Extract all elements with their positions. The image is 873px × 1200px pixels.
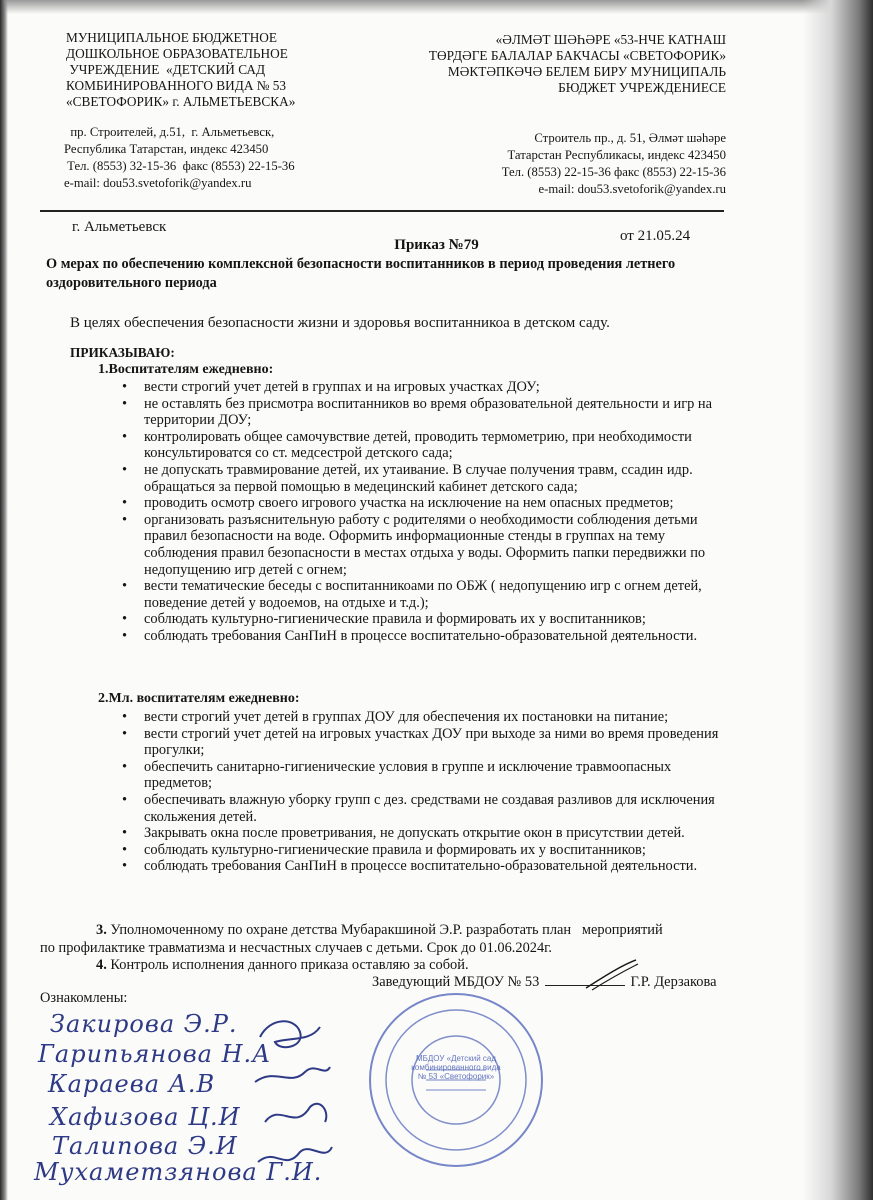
decree-heading: ПРИКАЗЫВАЮ: <box>70 345 175 360</box>
contacts-tatar <box>440 130 726 198</box>
item-3-line-1 <box>96 922 746 939</box>
stamp-text: МБДОУ «Детский сад комбинированного вида № 53 «Светофорик» <box>411 1054 501 1081</box>
contact-line: пр. Строителей, д.51, г. Альметьевск, <box>64 125 275 139</box>
section-2-title: 2.Мл. воспитателям ежедневно: <box>98 691 300 706</box>
contact-line: e-mail: dou53.svetoforik@yandex.ru <box>64 176 252 190</box>
header-line: БЮДЖЕТ УЧРЕЖДЕНИЕСЕ <box>558 80 726 95</box>
contact-line: Тел. (8553) 32-15-36 факс (8553) 22-15-36 <box>64 159 295 173</box>
order-date: от 21.05.24 <box>620 228 691 244</box>
item-3-text: Уполномоченному по охране детства Мубаракшиной Э.Р. разработать план мероприятий <box>106 922 663 938</box>
section-2-list <box>122 709 722 875</box>
acquainted-label: Ознакомлены: <box>40 990 128 1006</box>
item-3-number: 3. <box>96 922 107 938</box>
handwritten-signatures <box>250 1012 340 1192</box>
order-title: Приказ №79 <box>394 237 479 253</box>
item-4-text: Контроль исполнения данного приказа оставляю за собой. <box>106 957 469 973</box>
header-line: «ӘЛМӘТ ШӘҺӘРЕ «53-НЧЕ КАТНАШ <box>495 32 726 47</box>
handwritten-name: Мухаметзянова Г.И. <box>34 1158 323 1186</box>
section-1-title: 1.Воспитателям ежедневно: <box>98 362 274 377</box>
contact-line: Республика Татарстан, индекс 423450 <box>64 142 269 156</box>
head-signature-scribble <box>582 958 642 994</box>
list-item: • вести строгий учет детей в группах и на игровых участках ДОУ; <box>122 379 722 396</box>
header-divider <box>40 210 724 212</box>
signature-block <box>372 974 716 991</box>
list-item: • проводить осмотр своего игрового участка на исключение на нем опасных предметов; <box>122 495 722 512</box>
list-item: • соблюдать культурно-гигиенические правила и формировать их у воспитанников; <box>122 842 722 859</box>
city-label: г. Альметьевск <box>72 219 167 235</box>
signatory-position: Заведующий МБДОУ № 53 <box>372 974 540 990</box>
list-item: • не оставлять без присмотра воспитанников во время образовательной деятельности и игр на территории ДОУ; <box>122 396 722 429</box>
item-4-number: 4. <box>96 957 107 973</box>
list-item: • Закрывать окна после проветривания, не допускать открытие окон в присутствии детей. <box>122 825 722 842</box>
header-line: ДОШКОЛЬНОЕ ОБРАЗОВАТЕЛЬНОЕ <box>66 46 288 61</box>
list-item: • обеспечивать влажную уборку групп с дез. средствами не создавая разливов для исключения скольжения детей. <box>122 792 722 825</box>
list-item: • обеспечить санитарно-гигиенические условия в группе и исключение травмоопасных предметов; <box>122 759 722 792</box>
list-item: • контролировать общее самочувствие детей, проводить термометрию, при необходимости консультироватся со ст. медсестрой детского сада; <box>122 429 722 462</box>
order-subject: О мерах по обеспечению комплексной безопасности воспитанников в период проведения летнего оздоровительного периода <box>46 256 676 291</box>
handwritten-name: Караева А.В <box>48 1070 216 1098</box>
handwritten-name: Гарипьянова Н.А <box>38 1040 272 1068</box>
header-line: МӘКТӘПКӘЧӘ БЕЛЕМ БИРУ МУНИЦИПАЛЬ <box>447 64 726 79</box>
handwritten-name: Хафизова Ц.И <box>50 1103 241 1131</box>
org-header-tatar <box>400 32 726 96</box>
item-3-line-2: по профилактике травматизма и несчастных случаев с детьми. Срок до 01.06.2024г. <box>40 940 553 956</box>
signatory-name: Г.Р. Дерзакова <box>630 974 717 990</box>
contact-line: Строитель пр., д. 51, Әлмәт шәһәре <box>534 131 726 145</box>
scan-edge-right <box>803 0 873 1200</box>
list-item: • вести строгий учет детей на игровых участках ДОУ при выходе за ними во время проведения прогулки; <box>122 726 722 759</box>
header-line: «СВЕТОФОРИК» г. АЛЬМЕТЬЕВСКА» <box>66 94 296 109</box>
list-item: • организовать разъяснительную работу с родителями о необходимости соблюдения детьми правил безопасности на воде. Оформить информационные стенды в группах на тему соблюдения правил безопасности в местах отдыха у воды. Оформить папки передвижки по недопущению игр детей с огнем; <box>122 512 722 578</box>
list-item: • не допускать травмирование детей, их утаивание. В случае получения травм, ссадин идр. обращаться за первой помощью в медецинский кабинет детского сада; <box>122 462 722 495</box>
organization-stamp <box>366 990 546 1175</box>
org-header-russian <box>66 30 346 110</box>
list-item: • соблюдать культурно-гигиенические правила и формировать их у воспитанников; <box>122 611 722 628</box>
contacts-russian <box>64 124 354 192</box>
header-line: ТӨРДӘГЕ БАЛАЛАР БАКЧАСЫ «СВЕТОФОРИК» <box>428 48 726 63</box>
handwritten-name: Закирова Э.Р. <box>50 1010 238 1038</box>
handwritten-name: Талипова Э.И <box>52 1132 238 1160</box>
scan-edge-top <box>0 0 873 14</box>
contact-line: Татарстан Республикасы, индекс 423450 <box>507 148 726 162</box>
contact-line: Тел. (8553) 22-15-36 факс (8553) 22-15-36 <box>501 165 726 179</box>
list-item: • соблюдать требования СанПиН в процессе воспитательно-образовательной деятельности. <box>122 858 722 875</box>
list-item: • соблюдать требования СанПиН в процессе воспитательно-образовательной деятельности. <box>122 628 722 645</box>
list-item: • вести тематические беседы с воспитанникоами по ОБЖ ( недопущению игр с огнем детей, поведение детей у водоемов, на отдыхе и т.д.); <box>122 578 722 611</box>
order-intro: В целях обеспечения безопасности жизни и здоровья воспитанникоа в детском саду. <box>70 315 610 331</box>
header-line: МУНИЦИПАЛЬНОЕ БЮДЖЕТНОЕ <box>66 30 278 45</box>
list-item: • вести строгий учет детей в группах ДОУ для обеспечения их постановки на питание; <box>122 709 722 726</box>
section-1-list <box>122 379 722 645</box>
header-line: УЧРЕЖДЕНИЕ «ДЕТСКИЙ САД <box>66 62 266 77</box>
contact-line: e-mail: dou53.svetoforik@yandex.ru <box>538 182 726 196</box>
header-line: КОМБИНИРОВАННОГО ВИДА № 53 <box>66 78 287 93</box>
scan-edge-left <box>0 0 8 1200</box>
